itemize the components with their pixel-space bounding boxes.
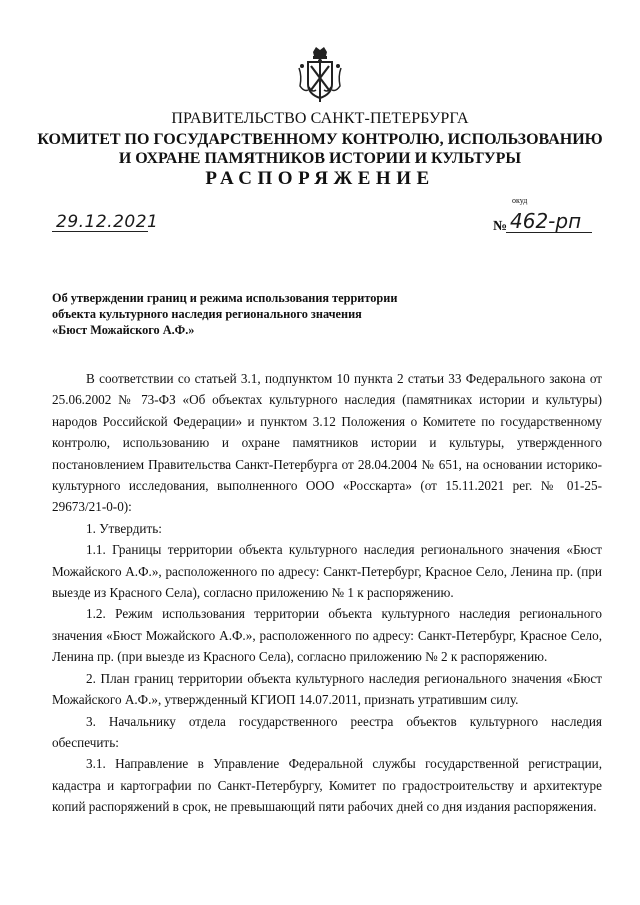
st-petersburg-coat-of-arms-icon [296, 46, 344, 104]
subject-line1: Об утверждении границ и режима использования территории [52, 291, 398, 305]
document-body [52, 368, 602, 818]
number-sign: № [493, 219, 508, 234]
document-subject [52, 290, 472, 338]
date-underline [52, 231, 148, 232]
document-number: 462-рп [510, 209, 582, 233]
paragraph-item-3: 3. Начальнику отдела государственного реестра объектов культурного наследия обеспечить: [52, 713, 602, 750]
paragraph-item-1-1: 1.1. Границы территории объекта культурного наследия регионального значения «Бюст Можайского А.Ф.», расположенного по адресу: Санкт-Петербург, Красное Село, Ленина пр. (при выезде из Красного Села), согласно приложению № 1 к распоряжению. [52, 542, 602, 601]
paragraph-item-1: 1. Утвердить: [86, 520, 162, 536]
committee-title [0, 130, 640, 168]
committee-title-line2: И ОХРАНЕ ПАМЯТНИКОВ ИСТОРИИ И КУЛЬТУРЫ [118, 150, 522, 167]
committee-title-line1: КОМИТЕТ ПО ГОСУДАРСТВЕННОМУ КОНТРОЛЮ, ИСПОЛЬЗОВАНИЮ [37, 131, 603, 148]
number-underline [506, 232, 592, 233]
government-title: ПРАВИТЕЛЬСТВО САНКТ-ПЕТЕРБУРГА [171, 110, 469, 127]
paragraph-item-2: 2. План границ территории объекта культурного наследия регионального значения «Бюст Можайского А.Ф.», утвержденный КГИОП 14.07.2011, признать утратившим силу. [52, 670, 602, 708]
paragraph-item-1-2: 1.2. Режим использования территории объекта культурного наследия регионального значения «Бюст Можайского А.Ф.», расположенного по адресу: Санкт-Петербург, Красное Село, Ленина пр. (при выезде из Красного Села), согласно приложению № 2 к распоряжению. [52, 606, 602, 665]
paragraph-item-3-1: 3.1. Направление в Управление Федеральной службы государственной регистрации, кадастра и картографии по Санкт-Петербургу, Комитет по градостроительству и архитектуре копий распоряжений в срок, не превышающий пяти рабочих дней со дня издания распоряжения. [52, 756, 602, 815]
document-type: РАСПОРЯЖЕНИЕ [205, 168, 435, 189]
subject-line2: объекта культурного наследия регионального значения [52, 307, 362, 321]
okud-label: окуд [512, 196, 528, 205]
subject-line3: «Бюст Можайского А.Ф.» [52, 323, 195, 337]
paragraph-preamble: В соответствии со статьей 3.1, подпунктом 10 пункта 2 статьи 33 Федерального закона от 25.06.2002 № 73-ФЗ «Об объектах культурного наследия (памятниках истории и культуры) народов Российской Федерации» и пунктом 3.12 Положения о Комитете по государственному контролю, использованию и охране памятников истории и культуры, утвержденного постановлением Правительства Санкт-Петербурга от 28.04.2004 № 651, на основании историко-культурного исследования, выполненного ООО «Росскарта» (от 15.11.2021 рег. № 01-25-29673/21-0-0): [52, 371, 602, 515]
document-date: 29.12.2021 [56, 212, 159, 232]
